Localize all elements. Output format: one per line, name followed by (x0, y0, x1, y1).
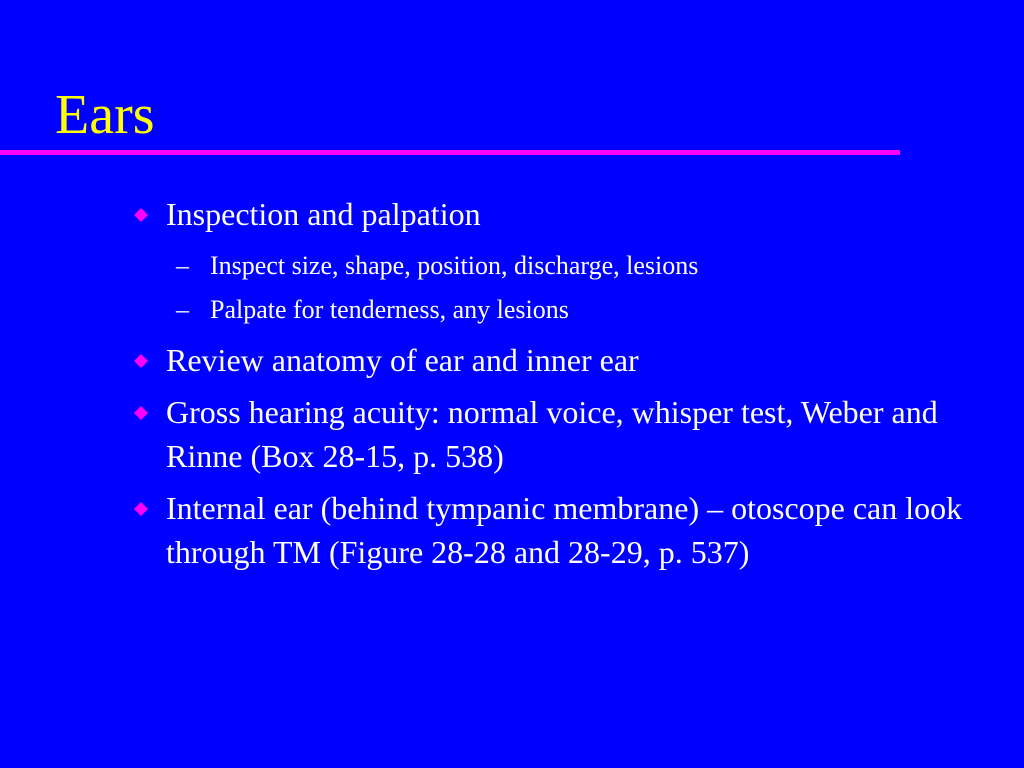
bullet-text: Gross hearing acuity: normal voice, whisper test, Weber and Rinne (Box 28-15, p. 538) (166, 394, 938, 474)
sub-bullet-list (130, 244, 980, 332)
bullet-item (130, 338, 980, 382)
diamond-bullet-icon (134, 354, 148, 368)
diamond-bullet-icon (134, 406, 148, 420)
sub-bullet-text: Palpate for tenderness, any lesions (210, 295, 569, 324)
title-underline (0, 150, 900, 155)
bullet-item (130, 390, 980, 478)
bullet-item (130, 192, 980, 236)
bullet-text: Internal ear (behind tympanic membrane) – otoscope can look through TM (Figure 28-28 and 28-29, p. 537) (166, 490, 963, 570)
slide-title: Ears (55, 84, 155, 146)
bullet-text: Review anatomy of ear and inner ear (166, 342, 639, 378)
diamond-bullet-icon (134, 502, 148, 516)
bullet-item (130, 486, 980, 574)
dash-marker: – (176, 251, 189, 280)
bullet-text: Inspection and palpation (166, 196, 481, 232)
sub-bullet-text: Inspect size, shape, position, discharge, lesions (210, 251, 699, 280)
sub-bullet-item (130, 288, 980, 332)
sub-bullet-item (130, 244, 980, 288)
diamond-bullet-icon (134, 208, 148, 222)
slide-body (130, 192, 980, 582)
dash-marker: – (176, 295, 189, 324)
